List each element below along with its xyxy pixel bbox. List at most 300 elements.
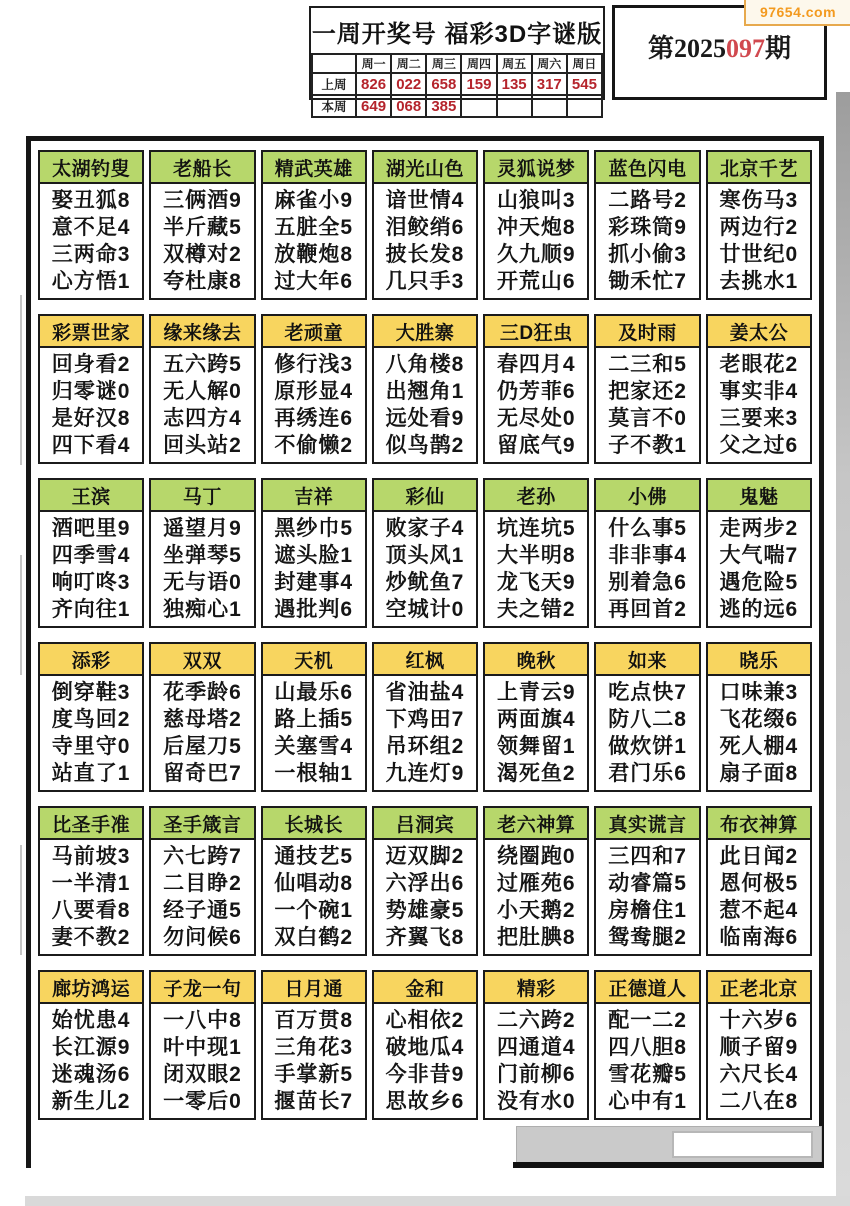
riddle-cell-title: 比圣手准 [40, 808, 142, 840]
riddle-cell-body [374, 840, 476, 954]
riddle-line: 老眼花2 [719, 353, 799, 376]
week-results-table-body [312, 54, 602, 117]
riddle-line: 事实非4 [719, 380, 799, 403]
riddle-line: 二三和5 [608, 353, 687, 376]
riddle-line: 齐翼飞8 [385, 926, 465, 949]
week-data-row [312, 73, 602, 95]
riddle-cell-title: 北京千艺 [708, 152, 810, 184]
riddle-line: 仍芳菲6 [496, 380, 576, 403]
riddle-cell-title: 圣手箴言 [151, 808, 253, 840]
riddle-line: 经子通5 [163, 899, 242, 922]
riddle-line: 败家子4 [385, 517, 465, 540]
riddle-line: 二目睁2 [163, 872, 242, 895]
riddle-line: 过雁苑6 [496, 872, 576, 895]
riddle-line: 再绣连6 [274, 407, 354, 430]
riddle-line: 思故乡6 [385, 1090, 465, 1113]
riddle-line: 三俩酒9 [163, 189, 242, 212]
riddle-line: 山狼叫3 [496, 189, 576, 212]
riddle-line: 勿问候6 [163, 926, 242, 949]
riddle-line: 顶头风1 [385, 544, 465, 567]
riddle-cell [483, 150, 589, 300]
riddle-cell [261, 970, 367, 1120]
riddle-cell [706, 478, 812, 628]
riddle-line: 防八二8 [608, 708, 687, 731]
issue-highlight: 097 [726, 34, 765, 63]
riddle-cell [706, 150, 812, 300]
riddle-cell [38, 478, 144, 628]
riddle-cell-body [40, 1004, 142, 1118]
draw-number: 135 [497, 73, 532, 95]
draw-number: 385 [426, 95, 461, 117]
riddle-line: 百万贯8 [274, 1009, 354, 1032]
riddle-cell [149, 970, 255, 1120]
riddle-line: 今非昔9 [385, 1063, 465, 1086]
draw-number: 317 [532, 73, 567, 95]
riddle-line: 一个碗1 [274, 899, 354, 922]
riddle-line: 花季龄6 [163, 681, 242, 704]
riddle-line: 黑纱巾5 [274, 517, 354, 540]
riddle-cell [706, 806, 812, 956]
day-header: 周日 [567, 54, 602, 73]
riddle-line: 遥望月9 [163, 517, 242, 540]
riddle-cell-body [40, 348, 142, 462]
riddle-cell-title: 老顽童 [263, 316, 365, 348]
riddle-line: 夸杜康8 [163, 270, 242, 293]
riddle-cell [372, 314, 478, 464]
riddle-line: 无与语0 [163, 571, 242, 594]
week-row-label: 上周 [312, 73, 356, 95]
riddle-line: 远处看9 [385, 407, 465, 430]
riddle-line: 省油盐4 [385, 681, 465, 704]
riddle-line: 过大年6 [274, 270, 354, 293]
riddle-line: 什么事5 [608, 517, 687, 540]
riddle-line: 迷魂汤6 [51, 1063, 131, 1086]
riddle-line: 一半清1 [51, 872, 131, 895]
riddle-line: 势雄豪5 [385, 899, 465, 922]
riddle-line: 寒伤马3 [719, 189, 799, 212]
riddle-line: 三要来3 [719, 407, 799, 430]
riddle-line: 心方悟1 [51, 270, 131, 293]
riddle-line: 四八胆8 [608, 1036, 687, 1059]
riddle-cell-body [263, 348, 365, 462]
riddle-line: 八要看8 [51, 899, 131, 922]
riddle-line: 关塞雪4 [274, 735, 354, 758]
riddle-cell-title: 正德道人 [596, 972, 698, 1004]
day-header: 周四 [461, 54, 496, 73]
riddle-line: 后屋刀5 [163, 735, 242, 758]
riddle-cell-body [151, 348, 253, 462]
riddle-cell-title: 晚秋 [485, 644, 587, 676]
riddle-cell-title: 布衣神算 [708, 808, 810, 840]
riddle-cell-title: 廊坊鸿运 [40, 972, 142, 1004]
riddle-line: 领舞留1 [496, 735, 576, 758]
riddle-line: 二八在8 [719, 1090, 799, 1113]
scan-artifact [20, 845, 22, 955]
riddle-line: 走两步2 [719, 517, 799, 540]
riddle-cell-body [40, 512, 142, 626]
draw-number: 545 [567, 73, 602, 95]
riddle-line: 锄禾忙7 [608, 270, 687, 293]
riddle-line: 把家还2 [608, 380, 687, 403]
riddle-line: 无人解0 [163, 380, 242, 403]
riddle-line: 封建事4 [274, 571, 354, 594]
riddle-line: 房檐住1 [608, 899, 687, 922]
riddle-line: 倒穿鞋3 [51, 681, 131, 704]
draw-number: 826 [356, 73, 391, 95]
riddle-cell-title: 长城长 [263, 808, 365, 840]
riddle-cell-title: 吉祥 [263, 480, 365, 512]
riddle-line: 绕圈跑0 [496, 845, 576, 868]
draw-number [497, 95, 532, 117]
riddle-cell [594, 478, 700, 628]
riddle-line: 两边行2 [719, 216, 799, 239]
week-results-box [309, 6, 605, 115]
riddle-cell-body [596, 840, 698, 954]
riddle-cell-title: 老孙 [485, 480, 587, 512]
riddle-line: 惹不起4 [719, 899, 799, 922]
riddle-cell-body [708, 840, 810, 954]
riddle-line: 八角楼8 [385, 353, 465, 376]
riddle-cell-title: 姜太公 [708, 316, 810, 348]
riddle-line: 三角花3 [274, 1036, 354, 1059]
riddle-cell-body [596, 348, 698, 462]
riddle-cell [261, 642, 367, 792]
riddle-line: 炒鱿鱼7 [385, 571, 465, 594]
riddle-cell [483, 642, 589, 792]
riddle-cell [706, 642, 812, 792]
riddle-line: 叶中现1 [163, 1036, 242, 1059]
draw-number: 159 [461, 73, 496, 95]
issue-number [615, 28, 824, 65]
riddle-cell-body [374, 512, 476, 626]
riddle-cell-title: 鬼魅 [708, 480, 810, 512]
riddle-line: 顺子留9 [719, 1036, 799, 1059]
riddle-cell [38, 642, 144, 792]
riddle-cell-body [374, 1004, 476, 1118]
riddle-line: 鸳鸯腿2 [608, 926, 687, 949]
riddle-line: 龙飞天9 [496, 571, 576, 594]
riddle-line: 泪鲛绡6 [385, 216, 465, 239]
riddle-line: 响叮咚3 [51, 571, 131, 594]
riddle-line: 坐弹琴5 [163, 544, 242, 567]
riddle-cell-body [151, 840, 253, 954]
riddle-cell-body [151, 676, 253, 790]
riddle-line: 意不足4 [51, 216, 131, 239]
riddle-line: 下鸡田7 [385, 708, 465, 731]
riddle-cell-body [485, 512, 587, 626]
riddle-line: 慈母塔2 [163, 708, 242, 731]
riddle-line: 久九顺9 [496, 243, 576, 266]
riddle-line: 双白鹤2 [274, 926, 354, 949]
riddle-line: 寺里守0 [51, 735, 131, 758]
riddle-cell [149, 478, 255, 628]
riddle-line: 抓小偷3 [608, 243, 687, 266]
riddle-line: 三四和7 [608, 845, 687, 868]
draw-number: 022 [391, 73, 426, 95]
riddle-cell [483, 478, 589, 628]
riddle-line: 归零谜0 [51, 380, 131, 403]
riddle-line: 修行浅3 [274, 353, 354, 376]
riddle-line: 二六跨2 [496, 1009, 576, 1032]
riddle-line: 遇危险5 [719, 571, 799, 594]
riddle-line: 心相依2 [385, 1009, 465, 1032]
riddle-cell-title: 日月通 [263, 972, 365, 1004]
riddle-line: 大气喘7 [719, 544, 799, 567]
issue-suffix: 期 [765, 34, 792, 63]
riddle-line: 几只手3 [385, 270, 465, 293]
riddle-line: 小天鹅2 [496, 899, 576, 922]
riddle-line: 逃的远6 [719, 598, 799, 621]
riddle-cell-title: 太湖钓叟 [40, 152, 142, 184]
riddle-line: 双樽对2 [163, 243, 242, 266]
riddle-line: 四通道4 [496, 1036, 576, 1059]
riddle-cell-body [485, 1004, 587, 1118]
riddle-line: 死人棚4 [719, 735, 799, 758]
riddle-line: 披长发8 [385, 243, 465, 266]
riddle-line: 放鞭炮8 [274, 243, 354, 266]
riddle-line: 遇批判6 [274, 598, 354, 621]
riddle-line: 回头站2 [163, 434, 242, 457]
riddle-line: 门前柳6 [496, 1063, 576, 1086]
riddle-cell [149, 150, 255, 300]
riddle-line: 一根轴1 [274, 762, 354, 785]
page-right-edge [836, 92, 850, 1196]
riddle-line: 手掌新5 [274, 1063, 354, 1086]
riddle-line: 谙世情4 [385, 189, 465, 212]
riddle-line: 两面旗4 [496, 708, 576, 731]
riddle-line: 没有水0 [496, 1090, 576, 1113]
riddle-cell [38, 806, 144, 956]
riddle-line: 是好汉8 [51, 407, 131, 430]
riddle-line: 留底气9 [496, 434, 576, 457]
riddle-cell [594, 806, 700, 956]
riddle-cell [38, 150, 144, 300]
riddle-line: 开荒山6 [496, 270, 576, 293]
riddle-cell-title: 三D狂虫 [485, 316, 587, 348]
riddle-cell-body [374, 348, 476, 462]
riddle-line: 飞花缀6 [719, 708, 799, 731]
draw-number [567, 95, 602, 117]
riddle-line: 恩何极5 [719, 872, 799, 895]
riddle-cell-title: 湖光山色 [374, 152, 476, 184]
riddle-cell [594, 642, 700, 792]
riddle-cell-title: 真实谎言 [596, 808, 698, 840]
issue-prefix: 第2025 [647, 34, 726, 63]
riddle-cell [372, 806, 478, 956]
week-row-label: 本周 [312, 95, 356, 117]
riddle-cell [594, 970, 700, 1120]
riddle-line: 父之过6 [719, 434, 799, 457]
riddle-cell-title: 精武英雄 [263, 152, 365, 184]
riddle-line: 做炊饼1 [608, 735, 687, 758]
draw-number [532, 95, 567, 117]
riddle-cell-title: 蓝色闪电 [596, 152, 698, 184]
day-header: 周三 [426, 54, 461, 73]
riddle-cell-body [485, 840, 587, 954]
riddle-line: 破地瓜4 [385, 1036, 465, 1059]
riddle-cell [594, 150, 700, 300]
riddle-cell-body [485, 348, 587, 462]
riddle-line: 配一二2 [608, 1009, 687, 1032]
frame-bottom-border [513, 1162, 824, 1168]
riddle-line: 二路号2 [608, 189, 687, 212]
riddle-cell [483, 970, 589, 1120]
riddle-cell-body [708, 512, 810, 626]
page-bottom-edge [25, 1196, 850, 1206]
riddle-cell-body [708, 1004, 810, 1118]
riddle-cell-body [374, 676, 476, 790]
riddle-line: 夫之错2 [496, 598, 576, 621]
riddle-cell-body [596, 512, 698, 626]
riddle-line: 原形显4 [274, 380, 354, 403]
riddle-line: 无尽处0 [496, 407, 576, 430]
week-data-row [312, 95, 602, 117]
riddle-cell-title: 灵狐说梦 [485, 152, 587, 184]
riddle-cell [38, 314, 144, 464]
riddle-line: 长江源9 [51, 1036, 131, 1059]
riddle-cell-title: 王滨 [40, 480, 142, 512]
riddle-cell-body [374, 184, 476, 298]
riddle-cell-body [263, 676, 365, 790]
riddle-frame [26, 136, 824, 1168]
riddle-cell-body [40, 676, 142, 790]
riddle-cell-body [40, 184, 142, 298]
riddle-line: 彩珠筒9 [608, 216, 687, 239]
riddle-cell-body [596, 1004, 698, 1118]
riddle-line: 留奇巴7 [163, 762, 242, 785]
site-watermark: 97654.com [744, 0, 850, 26]
scan-artifact [20, 295, 22, 465]
riddle-line: 揠苗长7 [274, 1090, 354, 1113]
riddle-cell-title: 及时雨 [596, 316, 698, 348]
riddle-line: 酒吧里9 [51, 517, 131, 540]
riddle-cell-title: 老船长 [151, 152, 253, 184]
riddle-line: 吊环组2 [385, 735, 465, 758]
riddle-cell-body [263, 1004, 365, 1118]
riddle-line: 麻雀小9 [274, 189, 354, 212]
riddle-line: 别着急6 [608, 571, 687, 594]
riddle-line: 出翘角1 [385, 380, 465, 403]
riddle-line: 雪花瓣5 [608, 1063, 687, 1086]
riddle-line: 四下看4 [51, 434, 131, 457]
riddle-line: 六尺长4 [719, 1063, 799, 1086]
riddle-cell [483, 314, 589, 464]
riddle-cell-body [151, 512, 253, 626]
riddle-cell-title: 马丁 [151, 480, 253, 512]
riddle-cell [706, 314, 812, 464]
riddle-line: 把肚腆8 [496, 926, 576, 949]
riddle-line: 此日闻2 [719, 845, 799, 868]
riddle-cell-title: 添彩 [40, 644, 142, 676]
riddle-cell [38, 970, 144, 1120]
riddle-cell-title: 精彩 [485, 972, 587, 1004]
riddle-cell-body [485, 676, 587, 790]
riddle-line: 始忧患4 [51, 1009, 131, 1032]
riddle-cell [483, 806, 589, 956]
riddle-line: 空城计0 [385, 598, 465, 621]
riddle-cell [149, 642, 255, 792]
riddle-line: 闭双眼2 [163, 1063, 242, 1086]
riddle-line: 廿世纪0 [719, 243, 799, 266]
riddle-cell [261, 314, 367, 464]
riddle-line: 冲天炮8 [496, 216, 576, 239]
riddle-cell-body [40, 840, 142, 954]
riddle-cell-body [596, 184, 698, 298]
riddle-line: 春四月4 [496, 353, 576, 376]
week-corner-cell [312, 54, 356, 73]
riddle-cell-title: 小佛 [596, 480, 698, 512]
riddle-line: 非非事4 [608, 544, 687, 567]
riddle-line: 新生儿2 [51, 1090, 131, 1113]
riddle-cell-body [708, 184, 810, 298]
draw-number [461, 95, 496, 117]
day-header: 周六 [532, 54, 567, 73]
riddle-cell [372, 642, 478, 792]
riddle-line: 去挑水1 [719, 270, 799, 293]
riddle-line: 十六岁6 [719, 1009, 799, 1032]
riddle-line: 遮头脸1 [274, 544, 354, 567]
riddle-cell-title: 子龙一句 [151, 972, 253, 1004]
riddle-line: 一八中8 [163, 1009, 242, 1032]
riddle-cell-body [708, 676, 810, 790]
riddle-line: 心中有1 [608, 1090, 687, 1113]
riddle-line: 独痴心1 [163, 598, 242, 621]
riddle-cell-title: 红枫 [374, 644, 476, 676]
riddle-cell [261, 150, 367, 300]
riddle-line: 娶丑狐8 [51, 189, 131, 212]
riddle-line: 马前坡3 [51, 845, 131, 868]
riddle-line: 口味兼3 [719, 681, 799, 704]
riddle-line: 大半明8 [496, 544, 576, 567]
riddle-line: 路上插5 [274, 708, 354, 731]
draw-number: 068 [391, 95, 426, 117]
riddle-cell-title: 大胜寨 [374, 316, 476, 348]
riddle-cell [594, 314, 700, 464]
riddle-cell-body [596, 676, 698, 790]
riddle-cell [149, 314, 255, 464]
riddle-cell-title: 金和 [374, 972, 476, 1004]
riddle-cell-title: 老六神算 [485, 808, 587, 840]
riddle-line: 渴死鱼2 [496, 762, 576, 785]
riddle-line: 一零后0 [163, 1090, 242, 1113]
riddle-line: 扇子面8 [719, 762, 799, 785]
day-header: 周二 [391, 54, 426, 73]
riddle-cell-title: 彩仙 [374, 480, 476, 512]
riddle-line: 六浮出6 [385, 872, 465, 895]
riddle-cell-title: 晓乐 [708, 644, 810, 676]
riddle-cell-body [151, 184, 253, 298]
riddle-line: 回身看2 [51, 353, 131, 376]
riddle-line: 五脏全5 [274, 216, 354, 239]
riddle-cell-body [263, 512, 365, 626]
riddle-cell-body [263, 840, 365, 954]
bottom-scrollbar-thumb[interactable] [672, 1131, 813, 1158]
riddle-cell-title: 正老北京 [708, 972, 810, 1004]
riddle-cell-body [485, 184, 587, 298]
riddle-line: 五六跨5 [163, 353, 242, 376]
scan-artifact [20, 555, 22, 675]
riddle-cell-body [151, 1004, 253, 1118]
riddle-line: 九连灯9 [385, 762, 465, 785]
riddle-line: 迈双脚2 [385, 845, 465, 868]
riddle-cell-title: 缘来缘去 [151, 316, 253, 348]
riddle-line: 六七跨7 [163, 845, 242, 868]
day-header: 周一 [356, 54, 391, 73]
riddle-cell-title: 吕洞宾 [374, 808, 476, 840]
page-title: 一周开奖号 福彩3D字谜版 [311, 21, 603, 48]
riddle-line: 似鸟鹊2 [385, 434, 465, 457]
riddle-line: 不偷懒2 [274, 434, 354, 457]
